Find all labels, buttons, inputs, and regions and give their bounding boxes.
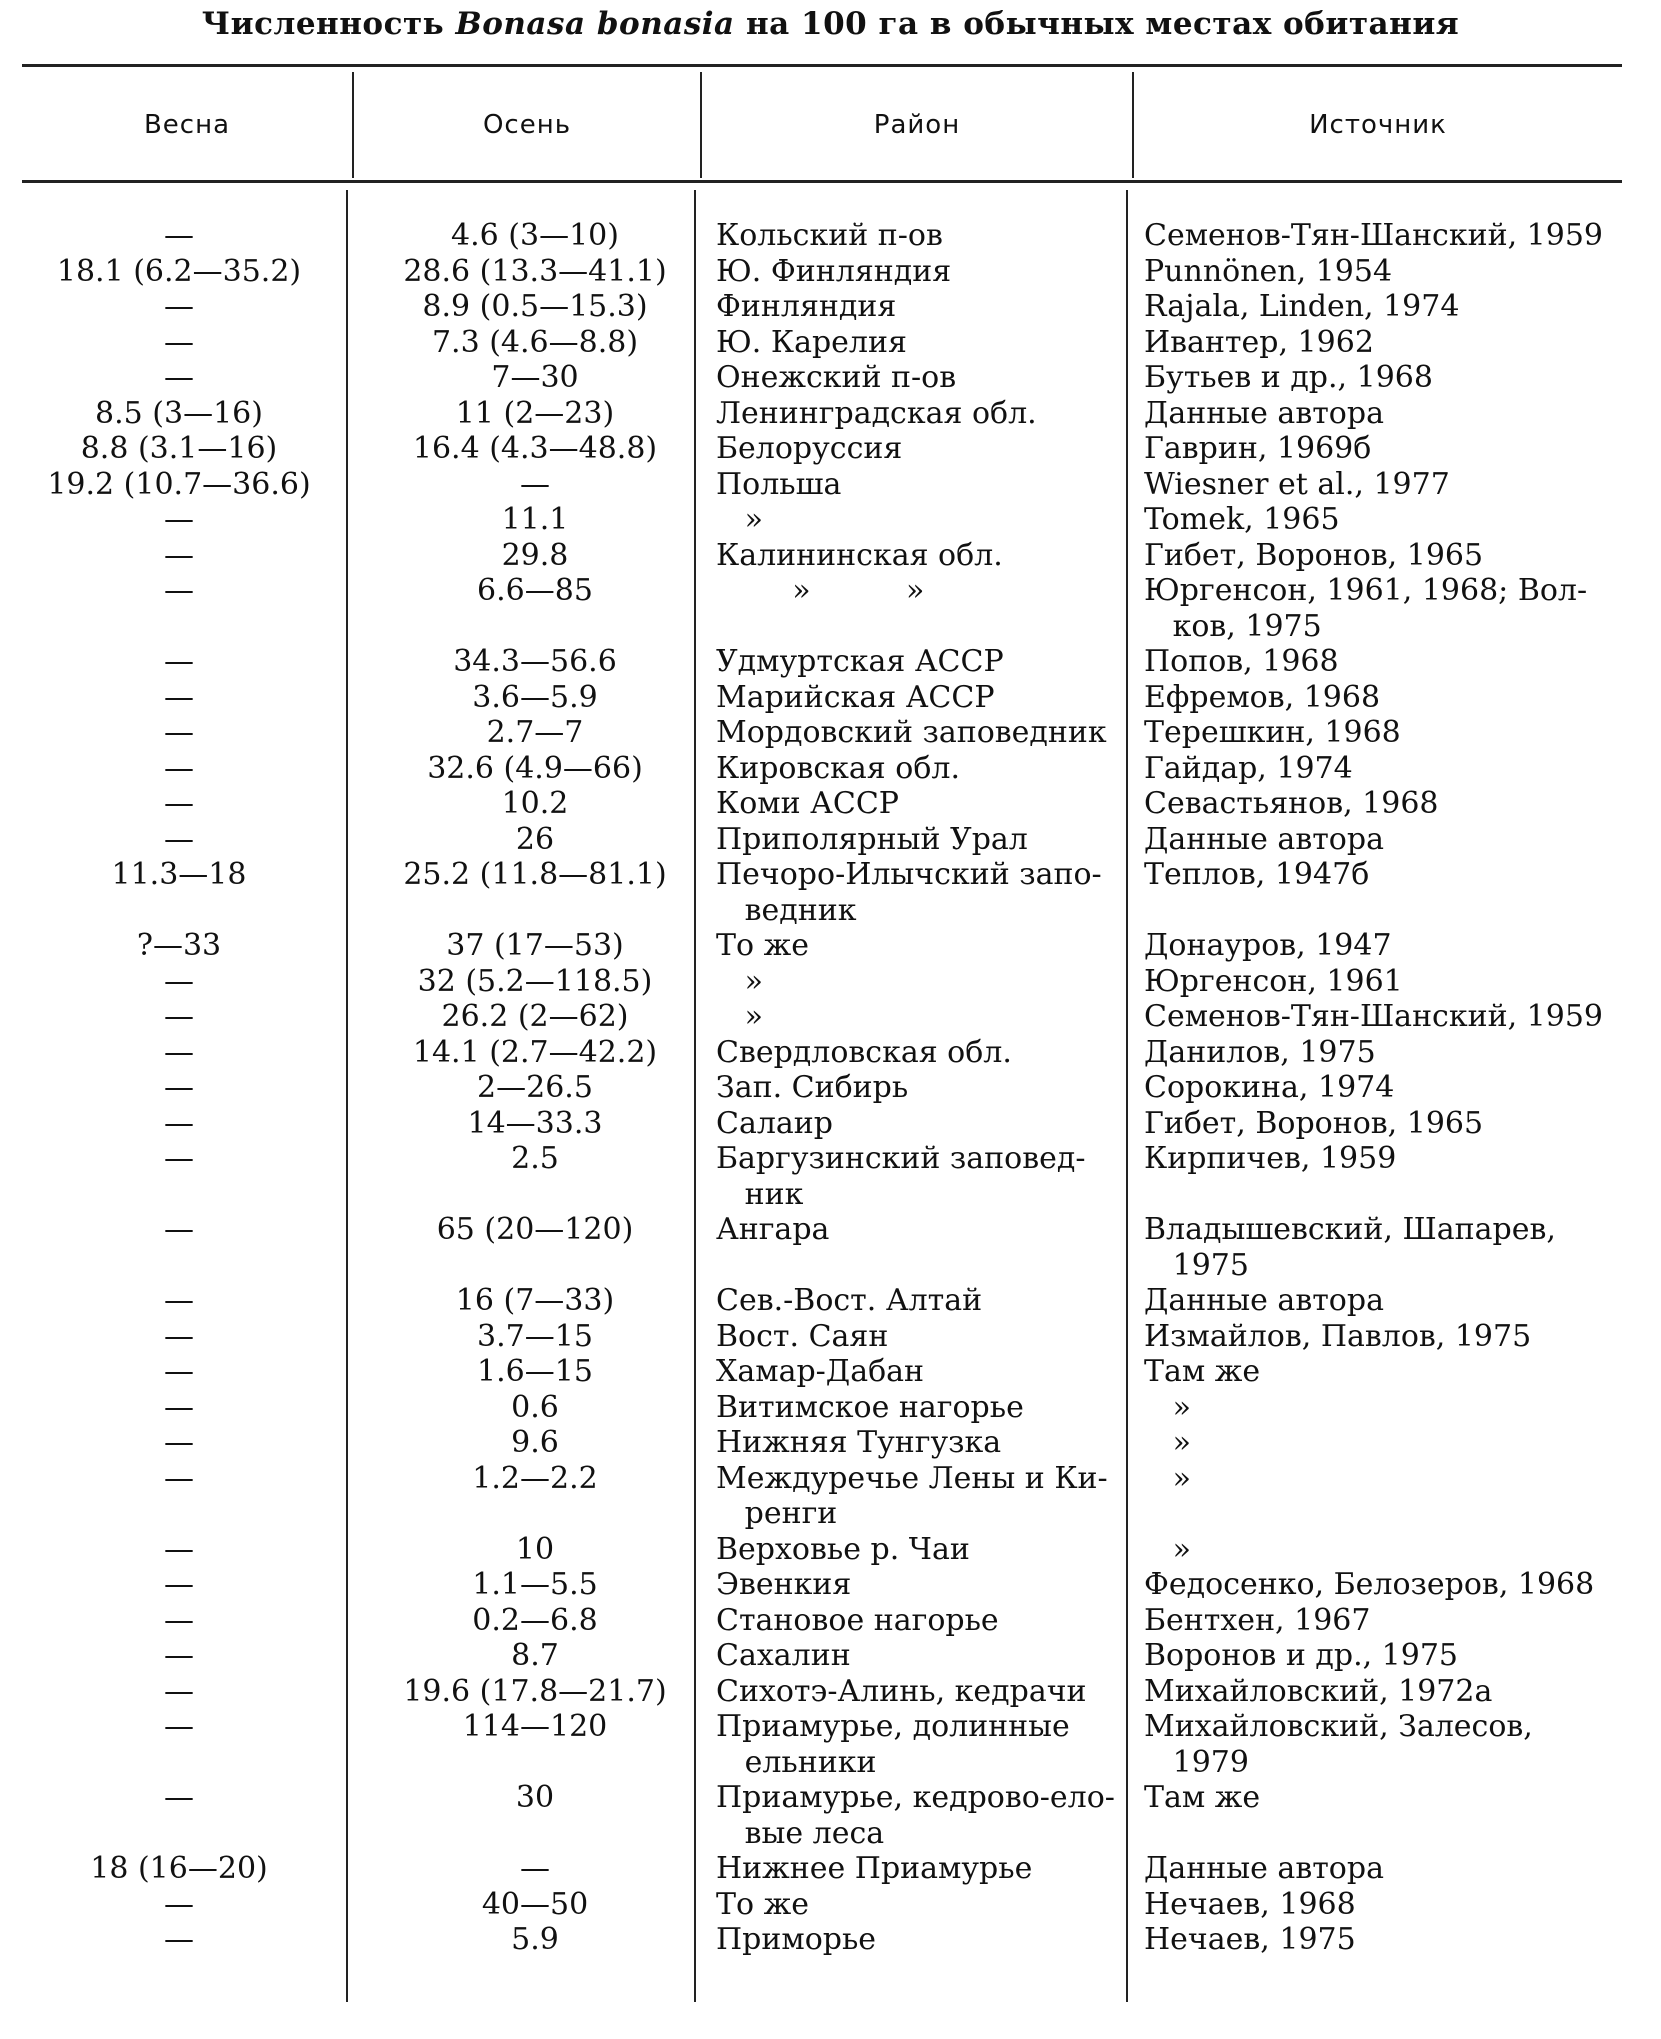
cell-region: Ленинградская обл. [716,395,1037,431]
cell-spring: 18.1 (6.2—35.2) [56,253,302,289]
cell-region: Приполярный Урал [716,821,1028,857]
cell-spring: — [164,1354,194,1389]
cell-spring: — [164,786,194,821]
cell-spring: — [164,1212,194,1247]
cell-source: Tomek, 1965 [1144,502,1340,537]
cell-autumn: 11.1 [501,502,569,537]
table-row [22,396,1632,432]
table-row [22,964,1632,1000]
cell-spring: — [164,573,194,608]
cell-spring: — [164,1070,194,1105]
cell-region: Приморье [716,1922,877,1957]
cell-region: Эвенкия [716,1567,852,1602]
table-row [22,857,1632,928]
cell-region: » [716,963,763,999]
cell-source: Гибет, Воронов, 1965 [1144,537,1484,573]
cell-source: Владышевский, Шапарев, 1975 [1144,1212,1556,1283]
cell-source: Воронов и др., 1975 [1144,1638,1459,1673]
table-row [22,1106,1632,1142]
cell-source: Федосенко, Белозеров, 1968 [1144,1567,1595,1602]
cell-source: Теплов, 1947б [1144,857,1370,892]
cell-autumn: 11 (2—23) [455,395,615,431]
cell-autumn: 25.2 (11.8—81.1) [403,857,667,892]
table-row [22,467,1632,503]
cell-spring: — [164,750,194,786]
table-row [22,1212,1632,1283]
cell-autumn: 2—26.5 [477,1070,593,1105]
cell-spring: — [164,1638,194,1673]
table-row [22,573,1632,644]
cell-spring: 8.8 (3.1—16) [80,431,278,466]
cell-region: Ю. Финляндия [716,253,952,289]
cell-region: Вост. Саян [716,1318,889,1354]
cell-autumn: 14—33.3 [467,1105,603,1141]
title-suffix: на 100 га в обычных местах обитания [745,6,1460,42]
table-row [22,254,1632,290]
cell-autumn: — [520,466,550,502]
table-row [22,289,1632,325]
title-species: Bonasa bonasia [455,6,735,42]
cell-source: Семенов-Тян-Шанский, 1959 [1144,218,1604,253]
cell-source: Данные автора [1144,1851,1384,1886]
cell-spring: — [164,1460,194,1496]
cell-source: Попов, 1968 [1144,644,1339,679]
table-row [22,1070,1632,1106]
cell-region: Междуречье Лены и Ки- ренги [716,1460,1108,1531]
table-row [22,786,1632,822]
cell-source: Михайловский, Залесов, 1979 [1144,1709,1533,1780]
table-row [22,928,1632,964]
cell-autumn: 26 [515,821,555,857]
cell-spring: — [164,1780,194,1815]
cell-region: Ангара [716,1212,830,1247]
cell-region: Марийская АССР [716,679,995,715]
cell-spring: — [164,218,194,253]
table-row [22,1674,1632,1710]
cell-source: Кирпичев, 1959 [1144,1141,1397,1176]
cell-source: Гайдар, 1974 [1144,750,1353,786]
cell-autumn: 7—30 [491,360,579,395]
cell-autumn: 6.6—85 [477,573,593,608]
column-header-source: Источник [1309,110,1447,140]
column-header-autumn: Осень [482,110,572,140]
cell-autumn: 10.2 [501,786,569,821]
cell-source: Там же [1144,1780,1261,1815]
cell-autumn: 114—120 [462,1709,608,1744]
cell-spring: — [164,1567,194,1602]
table-body [22,218,1632,1958]
cell-autumn: 16 (7—33) [455,1283,615,1318]
cell-spring: 11.3—18 [111,857,247,892]
cell-autumn: 32 (5.2—118.5) [417,963,653,999]
cell-region: Удмуртская АССР [716,644,1004,679]
cell-source: Ивантер, 1962 [1144,324,1374,360]
cell-region: Калининская обл. [716,537,1003,573]
cell-region: То же [716,1886,809,1922]
cell-autumn: 0.6 [511,1389,559,1425]
table-row [22,715,1632,751]
cell-source: Бентхен, 1967 [1144,1602,1371,1638]
table-row [22,538,1632,574]
cell-autumn: 16.4 (4.3—48.8) [412,431,658,466]
table-row [22,218,1632,254]
cell-autumn: 65 (20—120) [436,1212,634,1247]
cell-region: То же [716,928,809,963]
cell-region: Белоруссия [716,431,903,466]
cell-region: Нижнее Приамурье [716,1851,1033,1886]
table-row [22,1603,1632,1639]
table-row [22,431,1632,467]
cell-autumn: 2.7—7 [486,715,584,750]
table-row [22,1390,1632,1426]
cell-spring: — [164,1389,194,1425]
cell-autumn: 14.1 (2.7—42.2) [412,1034,658,1070]
cell-autumn: 1.1—5.5 [472,1567,598,1602]
cell-region: » [716,999,763,1034]
cell-source: » [1144,1425,1191,1460]
cell-spring: — [164,1283,194,1318]
table-row [22,1780,1632,1851]
cell-autumn: 0.2—6.8 [472,1602,598,1638]
cell-spring: ?—33 [136,928,222,963]
cell-region: Зап. Сибирь [716,1070,909,1105]
cell-spring: — [164,1531,194,1567]
cell-source: Нечаев, 1975 [1144,1922,1356,1957]
table-row [22,1532,1632,1568]
cell-autumn: 3.7—15 [477,1318,593,1354]
table-row [22,1922,1632,1958]
cell-source: Бутьев и др., 1968 [1144,360,1433,395]
cell-spring: 18 (16—20) [90,1851,268,1886]
cell-autumn: 2.5 [511,1141,559,1176]
table-row [22,680,1632,716]
cell-autumn: 7.3 (4.6—8.8) [431,324,639,360]
table-row [22,822,1632,858]
cell-spring: — [164,360,194,395]
table-row [22,502,1632,538]
cell-region: Нижняя Тунгузка [716,1425,1002,1460]
cell-region: Мордовский заповедник [716,715,1107,750]
table-row [22,1887,1632,1923]
table-title [0,6,1661,42]
cell-autumn: 1.6—15 [477,1354,593,1389]
table-row [22,360,1632,396]
cell-source: Юргенсон, 1961 [1144,963,1403,999]
table-row [22,1319,1632,1355]
table-row [22,644,1632,680]
cell-spring: — [164,1709,194,1744]
cell-source: » [1144,1389,1191,1425]
cell-spring: — [164,1425,194,1460]
table-row [22,1709,1632,1780]
cell-source: » [1144,1531,1191,1567]
cell-region: Кольский п-ов [716,218,943,253]
cell-source: Wiesner et al., 1977 [1144,466,1450,502]
cell-spring: 19.2 (10.7—36.6) [47,466,311,502]
cell-source: Данилов, 1975 [1144,1034,1376,1070]
cell-region: Польша [716,466,842,502]
cell-autumn: 3.6—5.9 [472,679,598,715]
cell-spring: — [164,1141,194,1176]
cell-spring: — [164,715,194,750]
cell-region: Сихотэ-Алинь, кедрачи [716,1673,1087,1709]
cell-region: » » [716,573,925,608]
cell-autumn: 8.7 [511,1638,559,1673]
table-row [22,1461,1632,1532]
cell-spring: — [164,1318,194,1354]
cell-spring: — [164,821,194,857]
cell-region: Верховье р. Чаи [716,1531,970,1567]
cell-autumn: 1.2—2.2 [472,1460,598,1496]
cell-region: Витимское нагорье [716,1389,1024,1425]
cell-region: Хамар-Дабан [716,1354,925,1389]
cell-region: Сахалин [716,1638,851,1673]
cell-spring: — [164,1673,194,1709]
table-row [22,751,1632,787]
cell-region: Онежский п-ов [716,360,957,395]
cell-region: Приамурье, долинные ельники [716,1709,1070,1780]
title-prefix: Численность [201,6,445,42]
cell-source: Ефремов, 1968 [1144,679,1381,715]
cell-source: » [1144,1460,1191,1496]
cell-autumn: 10 [515,1531,555,1567]
table-row [22,1567,1632,1603]
column-header-spring: Весна [143,110,231,140]
top-rule [22,64,1622,67]
cell-region: » [716,502,763,537]
cell-autumn: 9.6 [511,1425,559,1460]
cell-region: Печоро-Илычский запо- ведник [716,857,1102,928]
cell-spring: — [164,679,194,715]
cell-autumn: 28.6 (13.3—41.1) [403,253,667,289]
cell-source: Терешкин, 1968 [1144,715,1401,750]
cell-autumn: 37 (17—53) [446,928,624,963]
table-row [22,1425,1632,1461]
cell-autumn: 34.3—56.6 [453,644,617,679]
cell-spring: — [164,1105,194,1141]
cell-source: Punnönen, 1954 [1144,253,1393,289]
cell-source: Севастьянов, 1968 [1144,786,1439,821]
cell-spring: — [164,1602,194,1638]
cell-source: Нечаев, 1968 [1144,1886,1356,1922]
table-row [22,1638,1632,1674]
cell-source: Гаврин, 1969б [1144,431,1372,466]
table-row [22,1283,1632,1319]
cell-source: Сорокина, 1974 [1144,1070,1395,1105]
cell-autumn: 40—50 [481,1886,589,1922]
cell-spring: — [164,644,194,679]
column-header-region: Район [873,110,961,140]
cell-autumn: 8.9 (0.5—15.3) [422,289,648,324]
cell-autumn: 26.2 (2—62) [441,999,629,1034]
cell-region: Коми АССР [716,786,899,821]
cell-autumn: 19.6 (17.8—21.7) [403,1673,667,1709]
cell-spring: 8.5 (3—16) [95,395,263,431]
cell-source: Донауров, 1947 [1144,928,1392,963]
cell-region: Становое нагорье [716,1602,999,1638]
cell-spring: — [164,289,194,324]
cell-source: Гибет, Воронов, 1965 [1144,1105,1484,1141]
cell-region: Приамурье, кедрово-ело- вые леса [716,1780,1115,1851]
cell-region: Сев.-Вост. Алтай [716,1283,983,1318]
cell-source: Данные автора [1144,821,1384,857]
cell-region: Салаир [716,1105,833,1141]
table-row [22,1354,1632,1390]
cell-source: Там же [1144,1354,1261,1389]
cell-autumn: 29.8 [501,537,569,573]
table-row [22,1035,1632,1071]
cell-autumn: — [520,1851,550,1886]
cell-spring: — [164,1922,194,1957]
table-row [22,325,1632,361]
cell-region: Свердловская обл. [716,1034,1012,1070]
table-row [22,999,1632,1035]
cell-autumn: 4.6 (3—10) [451,218,619,253]
cell-spring: — [164,502,194,537]
cell-source: Данные автора [1144,395,1384,431]
cell-region: Баргузинский заповед- ник [716,1141,1086,1212]
cell-source: Михайловский, 1972а [1144,1673,1493,1709]
cell-source: Данные автора [1144,1283,1384,1318]
cell-autumn: 32.6 (4.9—66) [427,750,643,786]
header-rule [22,180,1622,183]
cell-spring: — [164,999,194,1034]
cell-region: Ю. Карелия [716,324,907,360]
cell-spring: — [164,324,194,360]
cell-spring: — [164,1886,194,1922]
cell-source: Rajala, Linden, 1974 [1144,289,1460,324]
cell-source: Юргенсон, 1961, 1968; Вол- ков, 1975 [1144,573,1588,644]
cell-spring: — [164,537,194,573]
cell-autumn: 5.9 [511,1922,559,1957]
table-row [22,1851,1632,1887]
cell-source: Семенов-Тян-Шанский, 1959 [1144,999,1604,1034]
cell-region: Финляндия [716,289,897,324]
cell-autumn: 30 [515,1780,555,1815]
table-row [22,1141,1632,1212]
cell-spring: — [164,963,194,999]
cell-source: Измайлов, Павлов, 1975 [1144,1318,1532,1354]
cell-spring: — [164,1034,194,1070]
cell-region: Кировская обл. [716,750,960,786]
